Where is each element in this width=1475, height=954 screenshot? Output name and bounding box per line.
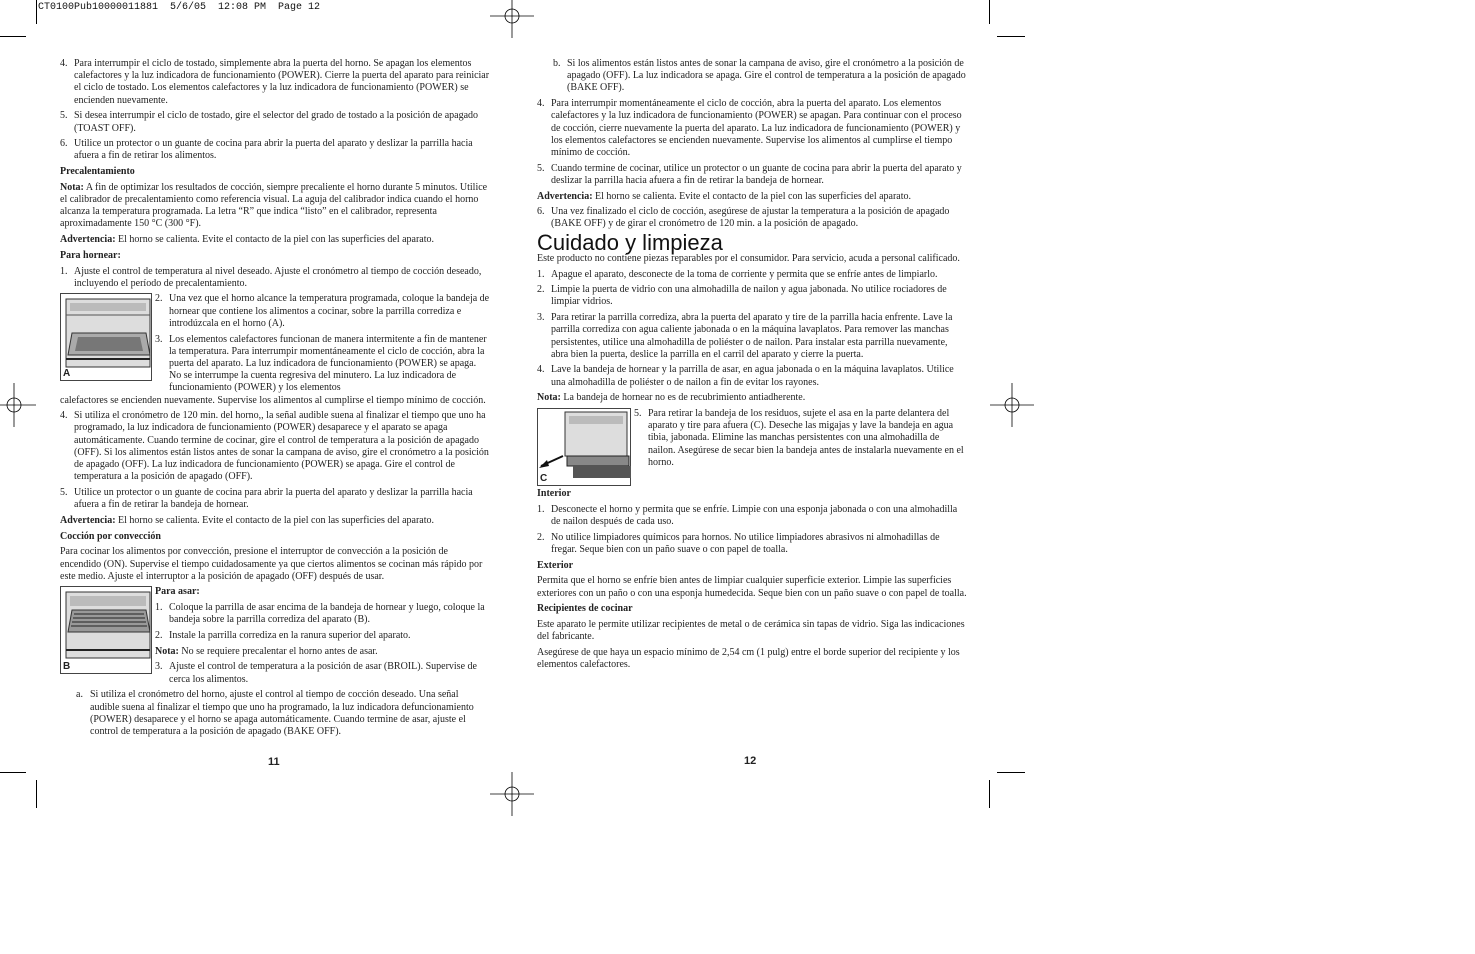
list-item: 3. Los elementos calefactores funcionan de manera intermitente a fin de mantener la temperatura. Para interrumpir momentáneamente el ciclo de cocción, abra la puerta del aparato. La luz indicadora de funcionamiento (POWER) se apaga. No se interrumpe la cuenta regresiva del minutero. La luz indicadora de funcionamiento (POWER) y los elementos [155, 333, 487, 394]
crop-mark [989, 0, 990, 24]
section-heading: Cocción por convección [60, 530, 161, 542]
page-number: 12 [744, 755, 757, 767]
figure-a [60, 293, 152, 381]
section-heading: Precalentamiento [60, 166, 135, 178]
list-item: 1. Ajuste el control de temperatura al nivel deseado. Ajuste el cronómetro al tiempo de cocción deseado, incluyendo el período de precalentamiento. [60, 265, 482, 289]
figure-block-a [60, 293, 490, 394]
crop-mark [997, 36, 1025, 37]
registration-mark-left [0, 383, 36, 427]
crop-mark [36, 0, 37, 24]
section-heading: Interior [537, 488, 571, 500]
print-slug: CT0100Pub10000011881 5/6/05 12:08 PM Page 12 [38, 2, 321, 13]
section-heading: Para hornear: [60, 249, 121, 261]
figure-b [60, 586, 152, 674]
list-item: 5. Cuando termine de cocinar, utilice un protector o un guante de cocina para abrir la puerta del aparato y deslizar la parrilla hacia afuera a fin de retirar la bandeja de hornear. [537, 162, 962, 186]
crop-mark [997, 772, 1025, 773]
list-item: a. Si utiliza el cronómetro del horno, ajuste el control al tiempo de cocción deseado. Una señal audible suena al finalizar el tiempo que uno ha programado, la luz indicadora defuncionamiento (POWER) desaparece y el horno se apaga automáticamente. Cuando termine de asar, ajuste el control de temperatura a la posición de apagado (BAKE OFF). [76, 689, 474, 737]
list-item: 4. Para interrumpir el ciclo de tostado, simplemente abra la puerta del horno. Se apagan los elementos calefactores y la luz indicadora de funcionamiento (POWER). Cierre la puerta del aparato para reiniciar el ciclo de tostado. Los elementos calefactores y la luz indicadora de funcionamiento (POWER) se encienden nuevamente. [60, 58, 490, 106]
figure-label: C [540, 472, 548, 484]
list-item: 2. Limpie la puerta de vidrio con una almohadilla de nailon y agua jabonada. No utilice rociadores de limpiar vidrios. [537, 284, 947, 308]
section-heading: Para asar: [155, 586, 200, 598]
section-title: Cuidado y limpieza [537, 229, 723, 255]
figure-label: A [63, 368, 71, 380]
figure-block-b [60, 586, 490, 685]
note-paragraph: Nota: La bandeja de hornear no es de recubrimiento antiadherente. [537, 392, 806, 404]
list-item: 3. Ajuste el control de temperatura a la posición de asar (BROIL). Supervise de cerca los alimentos. [155, 661, 477, 685]
list-item: 1. Apague el aparato, desconecte de la toma de corriente y permita que se enfríe antes de limpiarlo. [537, 268, 938, 280]
figure-label: B [63, 661, 71, 673]
crop-mark [36, 780, 37, 808]
paragraph: Para cocinar los alimentos por convección, presione el interruptor de convección a la posición de encendido (ON). Supervise el tiempo cuidadosamente ya que ciertos alimentos se cocinan más rápido por este medio. Ajuste el interruptor a la posición de apagado (OFF) después de usar. [60, 546, 483, 582]
left-page-column [60, 58, 490, 742]
page-number: 11 [268, 756, 280, 768]
crop-mark [0, 772, 26, 773]
list-item: 5. Utilice un protector o un guante de cocina para abrir la puerta del aparato y deslizar la parrilla hacia afuera a fin de retirar la bandeja de hornear. [60, 487, 473, 511]
paragraph: Este aparato le permite utilizar recipientes de metal o de cerámica sin tapas de vidrio. Siga las indicaciones del fabricante. [537, 618, 965, 643]
list-item: 3. Para retirar la parrilla corrediza, abra la puerta del aparato y tire de la parrilla hacia enfrente. Lave la parrilla corrediza con agua caliente jabonada o en la máquina lavaplatos. Para remover las manchas persistentes, utilice una almohadilla de poliéster o de nailon. Para instalar esta parrilla nuevamente, abra bien la puerta, deslice la parrilla en el carril del aparato y cierre la puerta. [537, 312, 953, 360]
list-item: 1. Desconecte el horno y permita que se enfríe. Limpie con una esponja jabonada o con una almohadilla de nailon después de cada uso. [537, 503, 958, 527]
list-item: 4. Lave la bandeja de hornear y la parrilla de asar, en agua jabonada o en la máquina lavaplatos. Utilice una almohadilla de poliéster o de nailon a fin de evitar los rayones. [537, 364, 954, 388]
oven-tray-illustration [60, 293, 152, 381]
list-item: 4. Si utiliza el cronómetro de 120 min. del horno,, la señal audible suena al finalizar el tiempo que uno ha programado, la luz indicadora de funcionamiento (POWER) desaparece y el aparato se apaga automáticamente. Cuando termine de cocinar, gire el control de temperatura a la posición de apagado (OFF). Si los alimentos están listos antes de sonar la campana de aviso, gire el cronómetro a la posición de apagado (OFF). La luz indicadora de funcionamiento (POWER) se apaga. Gire el control de temperatura a la posición de apagado (OFF). [60, 410, 489, 483]
oven-broil-rack-illustration [60, 586, 152, 674]
right-page-column [537, 58, 967, 675]
registration-mark-top [490, 0, 534, 38]
warning-paragraph: Advertencia: El horno se calienta. Evite el contacto de la piel con las superficies del aparato. [60, 234, 435, 246]
crop-mark [989, 780, 990, 808]
paragraph: Asegúrese de que haya un espacio mínimo de 2,54 cm (1 pulg) entre el borde superior del recipiente y los elementos calefactores. [537, 646, 960, 671]
list-item: 2. No utilice limpiadores químicos para hornos. No utilice limpiadores abrasivos ni almohadillas de fregar. Seque bien con un paño suave o con papel de toalla. [537, 531, 940, 555]
list-item: 5. Si desea interrumpir el ciclo de tostado, gire el selector del grado de tostado a la posición de apagado (TOAST OFF). [60, 110, 479, 134]
note-paragraph: Nota: A fin de optimizar los resultados de cocción, siempre precaliente el horno durante 5 minutos. Utilice el calibrador de precalentamiento como referencia visual. La aguja del calibrador indica cuando el horno alcanza la temperatura programada. La letra “R” que indica “listo” en el calibrador, representa aproximadamente 150 °C (300 °F). [60, 181, 488, 230]
list-item: 2. Instale la parrilla corrediza en la ranura superior del aparato. [155, 630, 411, 642]
figure-block-c [537, 408, 967, 484]
note-paragraph: Nota: No se requiere precalentar el horno antes de asar. [155, 645, 378, 657]
list-item: 6. Utilice un protector o un guante de cocina para abrir la puerta del aparato y deslizar la parrilla hacia afuera a fin de retirar los alimentos. [60, 138, 473, 162]
crop-mark [0, 36, 26, 37]
list-item: 4. Para interrumpir momentáneamente el ciclo de cocción, abra la puerta del aparato. Los elementos calefactores y la luz indicadora de funcionamiento (POWER) se apagan. Para continuar con el proceso de cocción, cierre nuevamente la puerta del aparato. La luz indicadora de funcionamiento (POWER) y los elementos calefactores se encienden nuevamente. Supervise los alimentos al cumplirse el tiempo mínimo de cocción. [537, 98, 962, 158]
registration-mark-right [990, 383, 1034, 427]
section-heading: Recipientes de cocinar [537, 603, 633, 615]
paragraph: calefactores se encienden nuevamente. Supervise los alimentos al cumplirse el tiempo mínimo de cocción. [60, 394, 486, 406]
list-item: 2. Una vez que el horno alcance la temperatura programada, coloque la bandeja de hornear que contiene los alimentos a cocinar, sobre la parrilla corrediza e introdúzcala en el horno (A). [155, 293, 490, 329]
registration-mark-bottom [490, 772, 534, 816]
warning-paragraph: Advertencia: El horno se calienta. Evite el contacto de la piel con las superficies del aparato. [537, 190, 912, 202]
crumb-tray-illustration [537, 408, 631, 486]
list-item: 6. Una vez finalizado el ciclo de cocción, asegúrese de ajustar la temperatura a la posición de apagado (BAKE OFF) y de girar el cronómetro de 120 min. a la posición de apagado. [537, 206, 950, 230]
paragraph: Este producto no contiene piezas reparables por el consumidor. Para servicio, acuda a personal calificado. [537, 252, 960, 264]
list-item: b. Si los alimentos están listos antes de sonar la campana de aviso, gire el cronómetro a la posición de apagado (OFF). La luz indicadora se apaga. Gire el control de temperatura a la posición de apagado (BAKE OFF). [553, 58, 966, 94]
warning-paragraph: Advertencia: El horno se calienta. Evite el contacto de la piel con las superficies del aparato. [60, 514, 435, 526]
section-heading: Exterior [537, 559, 574, 571]
list-item: 5. Para retirar la bandeja de los residuos, sujete el asa en la parte delantera del aparato y tire para afuera (C). Deseche las migajas y lave la bandeja en agua tibia, jabonada. Elimine las manchas persistentes con una almohadilla de nailon. Asegúrese de secar bien la bandeja antes de instalarla nuevamente en el horno. [634, 408, 964, 468]
paragraph: Permita que el horno se enfríe bien antes de limpiar cualquier superficie exterior. Limpie las superficies exteriores con un paño o con una esponja humedecida. Seque bien con un paño suave o con papel de toalla. [537, 575, 967, 599]
list-item: 1. Coloque la parrilla de asar encima de la bandeja de hornear y luego, coloque la bandeja sobre la parrilla corrediza del aparato (B). [155, 602, 485, 626]
figure-c [537, 408, 631, 486]
